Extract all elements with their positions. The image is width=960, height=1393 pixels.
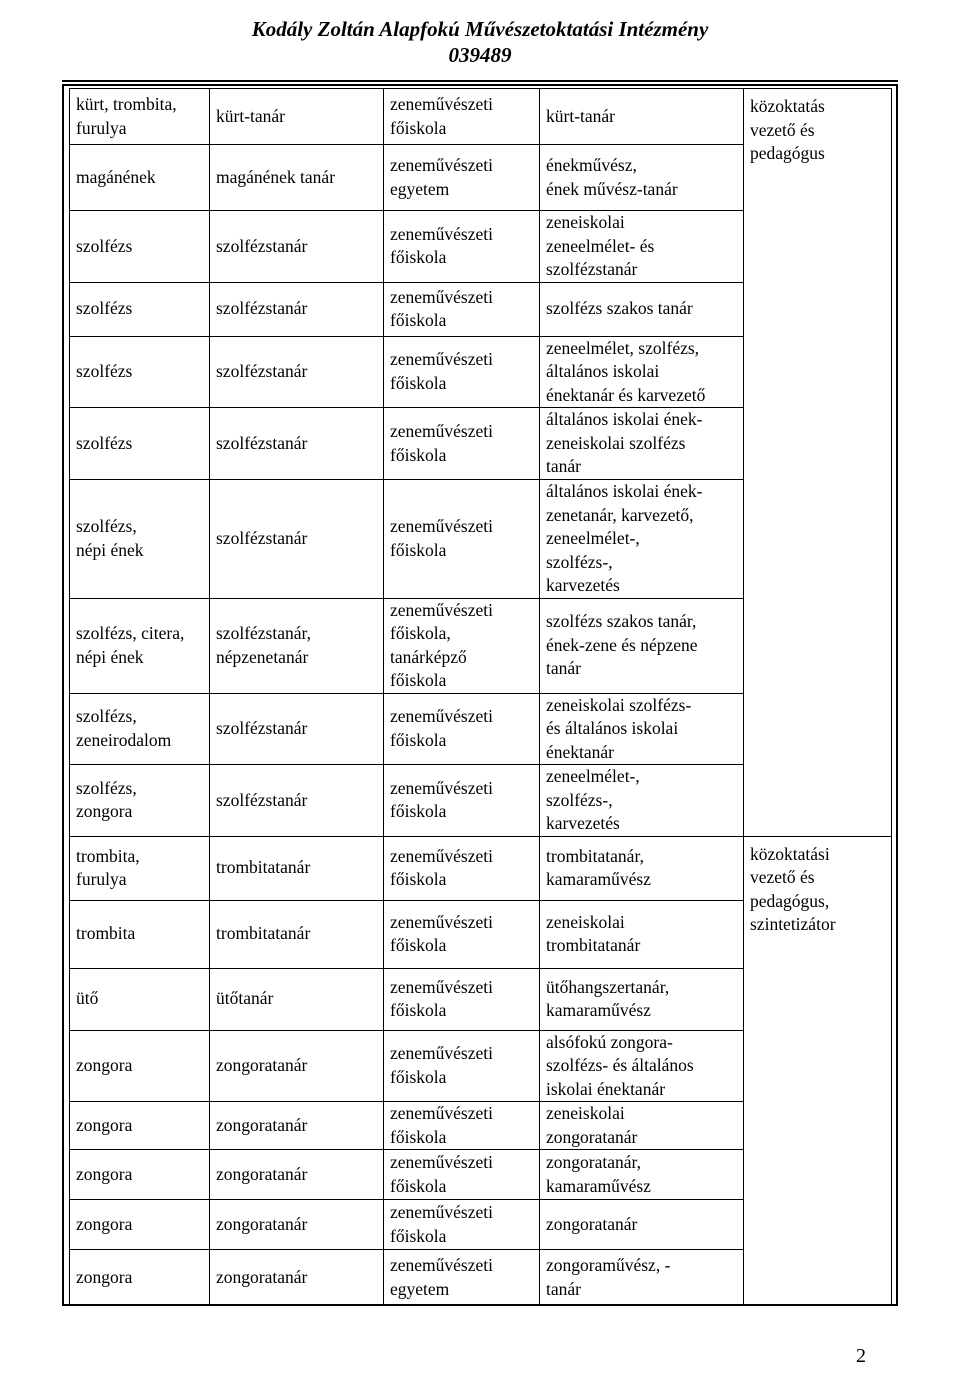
school-cell-line: tanárképző [390,646,467,667]
subject-cell-line: zongora [76,1114,133,1135]
title-cell-line: szolfézstanár, [216,623,312,643]
qualification-cell-line: trombitatanár, [546,845,644,866]
school-cell [384,1150,540,1200]
subject-cell [70,765,210,837]
subject-cell-line: népi ének [76,539,144,560]
management-cell [744,89,892,837]
staff-table [69,88,892,1306]
institution-name: Kodály Zoltán Alapfokú Művészetoktatási Intézmény [251,17,709,41]
title-cell [210,1150,384,1200]
school-cell-line: főiskola [390,372,447,393]
subject-cell-line: kürt, trombita, [76,94,177,114]
school-cell-line: zeneművészeti [390,223,494,244]
page-header [0,16,960,68]
subject-cell [70,145,210,211]
qualification-cell [540,145,744,211]
school-cell [384,598,540,693]
subject-cell-line: zongora [76,801,133,822]
title-cell [210,336,384,408]
qualification-cell-line: kürt-tanár [546,105,615,126]
qualification-cell-line: zongoratanár, [546,1152,642,1172]
title-cell-line: szolfézstanár [216,789,308,810]
qualification-cell [540,480,744,599]
table-row [70,89,892,145]
qualification-cell [540,211,744,283]
school-cell [384,480,540,599]
school-cell [384,282,540,336]
school-cell-line: zeneművészeti [390,599,494,620]
qualification-cell-line: kamaraművész [546,1000,651,1020]
title-cell-line: trombitatanár [216,923,311,944]
school-cell-line: főiskola [390,1126,447,1147]
subject-cell-line: ütő [76,988,99,1009]
qualification-cell-line: kamaraművész [546,869,651,889]
title-cell [210,1200,384,1250]
school-cell [384,693,540,765]
title-cell [210,408,384,480]
subject-cell-line: furulya [76,869,127,889]
qualification-cell [540,598,744,693]
title-cell-line: magánének tanár [216,166,336,187]
title-cell-line: zongoratanár [216,1213,308,1234]
school-cell-line: főiskola [390,801,447,822]
qualification-cell-line: általános iskolai ének- [546,409,703,430]
management-cell-line: közoktatási [750,843,830,864]
qualification-cell-line: alsófokú zongora- [546,1031,673,1052]
subject-cell-line: szolfézs, [76,777,137,798]
title-cell [210,282,384,336]
subject-cell [70,1250,210,1306]
qualification-cell [540,900,744,968]
title-cell [210,145,384,211]
qualification-cell-line: zongoratanár [546,1213,638,1234]
qualification-cell-line: énektanár [546,741,615,762]
school-cell-line: főiskola, [390,623,451,643]
subject-cell [70,693,210,765]
school-cell [384,836,540,900]
subject-cell-line: furulya [76,117,127,138]
management-cell [744,836,892,1306]
subject-cell-line: zongora [76,1163,133,1184]
school-cell [384,408,540,480]
school-cell-line: főiskola [390,310,447,330]
subject-cell [70,968,210,1030]
qualification-cell-line: ének-zene és népzene [546,634,698,655]
qualification-cell [540,1250,744,1306]
subject-cell [70,900,210,968]
school-cell [384,336,540,408]
title-cell-line: népzenetanár [216,646,309,667]
title-cell-line: kürt-tanár [216,105,285,126]
school-cell-line: főiskola [390,1175,447,1196]
institution-code: 039489 [448,43,512,67]
qualification-cell-line: kamaraművész [546,1175,651,1196]
qualification-cell [540,1030,744,1102]
school-cell-line: zeneművészeti [390,421,494,441]
management-cell-line: pedagógus, [750,890,830,911]
title-cell [210,211,384,283]
title-cell-line: szolfézstanár [216,298,308,319]
qualification-cell-line: zeneelmélet- és [546,235,655,256]
qualification-cell-line: általános iskolai ének- [546,481,703,501]
school-cell-line: zeneművészeti [390,706,494,727]
qualification-cell-line: zeneiskolai [546,911,625,932]
qualification-cell-line: zeneiskolai szolfézs- [546,694,692,715]
subject-cell [70,480,210,599]
qualification-cell [540,408,744,480]
subject-cell [70,211,210,283]
qualification-cell-line: szolfézs-, [546,789,613,810]
subject-cell-line: szolfézs, citera, [76,623,185,643]
subject-cell [70,408,210,480]
title-cell [210,480,384,599]
qualification-cell-line: karvezetés [546,813,620,833]
title-cell [210,598,384,693]
title-cell-line: szolfézstanár [216,235,308,256]
qualification-cell-line: szolfézs-, [546,551,613,572]
qualification-cell-line: zeneelmélet, szolfézs, [546,337,700,358]
table-body [70,89,892,1306]
qualification-cell-line: zeneiskolai [546,212,625,232]
subject-cell [70,1150,210,1200]
subject-cell [70,1030,210,1102]
title-cell-line: szolfézstanár [216,432,308,453]
qualification-cell-line: ütőhangszertanár, [546,976,670,997]
qualification-cell [540,1150,744,1200]
school-cell-line: egyetem [390,178,450,199]
qualification-cell-line: tanár [546,1278,581,1299]
qualification-cell-line: szolfézs szakos tanár [546,298,693,319]
school-cell [384,145,540,211]
title-cell-line: trombitatanár [216,857,311,878]
qualification-cell-line: énekművész, [546,155,637,175]
title-cell [210,836,384,900]
subject-cell-line: trombita [76,923,136,944]
school-cell-line: főiskola [390,444,447,465]
school-cell-line: főiskola [390,539,447,560]
school-cell-line: főiskola [390,1066,447,1087]
school-cell-line: zeneművészeti [390,845,494,866]
title-cell-line: ütőtanár [216,988,274,1009]
qualification-cell [540,336,744,408]
school-cell-line: főiskola [390,117,447,138]
subject-cell [70,89,210,145]
qualification-cell [540,693,744,765]
subject-cell-line: magánének [76,166,156,187]
header-rule [62,80,898,82]
school-cell-line: főiskola [390,1000,447,1020]
management-cell-line: vezető és [750,119,815,140]
subject-cell-line: szolfézs [76,298,133,319]
school-cell-line: főiskola [390,670,447,690]
school-cell-line: zeneművészeti [390,516,494,537]
title-cell-line: zongoratanár [216,1163,308,1184]
qualification-cell [540,765,744,837]
subject-cell [70,282,210,336]
school-cell [384,1030,540,1102]
qualification-cell-line: tanár [546,658,581,679]
qualification-cell-line: zenetanár, karvezető, [546,504,694,525]
qualification-cell-line: zeneelmélet-, [546,528,640,548]
management-cell-line: vezető és [750,867,815,887]
title-cell [210,89,384,145]
title-cell [210,1102,384,1150]
school-cell-line: zeneművészeti [390,1255,494,1275]
school-cell [384,1250,540,1306]
school-cell-line: zeneművészeti [390,94,494,114]
school-cell [384,89,540,145]
title-cell [210,693,384,765]
qualification-cell-line: zongoraművész, - [546,1255,671,1275]
qualification-cell-line: ének művész-tanár [546,178,678,199]
title-cell [210,1250,384,1306]
subject-cell-line: zeneirodalom [76,729,172,750]
school-cell-line: zeneművészeti [390,1043,494,1064]
table-row [70,836,892,900]
school-cell-line: zeneművészeti [390,1202,494,1222]
subject-cell-line: zongora [76,1213,133,1234]
title-cell [210,968,384,1030]
qualification-cell [540,968,744,1030]
subject-cell-line: szolfézs [76,235,133,256]
title-cell-line: szolfézstanár [216,718,308,738]
subject-cell-line: népi ének [76,646,144,667]
table-frame [62,84,898,1306]
school-cell-line: főiskola [390,935,447,955]
qualification-cell-line: zeneiskolai [546,1103,625,1123]
qualification-cell [540,836,744,900]
school-cell-line: zeneművészeti [390,349,494,370]
school-cell [384,211,540,283]
title-cell [210,900,384,968]
qualification-cell-line: szolfézs- és általános [546,1055,694,1075]
school-cell [384,1200,540,1250]
qualification-cell-line: zeneelmélet-, [546,766,640,786]
title-cell-line: szolfézstanár [216,528,308,548]
qualification-cell [540,89,744,145]
school-cell-line: zeneművészeti [390,777,494,798]
qualification-cell-line: trombitatanár [546,935,641,955]
management-cell-line: pedagógus [750,143,825,163]
school-cell-line: zeneművészeti [390,976,494,997]
school-cell [384,968,540,1030]
school-cell-line: zeneművészeti [390,1152,494,1172]
school-cell-line: főiskola [390,729,447,750]
subject-cell-line: zongora [76,1055,133,1075]
qualification-cell-line: szolfézstanár [546,259,638,279]
management-cell-line: szintetizátor [750,914,836,934]
qualification-cell-line: általános iskolai [546,361,660,381]
qualification-cell [540,1200,744,1250]
title-cell-line: szolfézstanár [216,361,308,381]
qualification-cell-line: iskolai énektanár [546,1078,666,1099]
management-cell-line: közoktatás [750,96,825,116]
qualification-cell-line: zongoratanár [546,1126,638,1147]
title-cell [210,1030,384,1102]
page-number: 2 [856,1345,866,1367]
title-cell-line: zongoratanár [216,1266,308,1287]
subject-cell-line: szolfézs [76,432,133,453]
subject-cell-line: szolfézs [76,361,133,381]
title-cell-line: zongoratanár [216,1055,308,1075]
title-cell [210,765,384,837]
school-cell-line: főiskola [390,869,447,889]
school-cell-line: zeneművészeti [390,155,494,175]
school-cell-line: egyetem [390,1278,450,1299]
subject-cell [70,836,210,900]
school-cell [384,900,540,968]
qualification-cell [540,1102,744,1150]
subject-cell-line: zongora [76,1266,133,1287]
school-cell-line: zeneművészeti [390,1103,494,1123]
qualification-cell-line: énektanár és karvezető [546,384,706,405]
school-cell-line: zeneművészeti [390,911,494,932]
qualification-cell-line: karvezetés [546,575,620,595]
school-cell [384,765,540,837]
qualification-cell-line: tanár [546,456,581,477]
school-cell [384,1102,540,1150]
qualification-cell-line: zeneiskolai szolfézs [546,432,686,453]
subject-cell [70,336,210,408]
subject-cell-line: szolfézs, [76,706,137,727]
subject-cell [70,1200,210,1250]
subject-cell-line: trombita, [76,845,140,866]
school-cell-line: főiskola [390,1225,447,1246]
school-cell-line: főiskola [390,247,447,268]
subject-cell-line: szolfézs, [76,516,137,537]
subject-cell [70,1102,210,1150]
qualification-cell-line: és általános iskolai [546,718,679,738]
subject-cell [70,598,210,693]
qualification-cell-line: szolfézs szakos tanár, [546,611,697,632]
school-cell-line: zeneművészeti [390,286,494,307]
title-cell-line: zongoratanár [216,1114,308,1135]
qualification-cell [540,282,744,336]
